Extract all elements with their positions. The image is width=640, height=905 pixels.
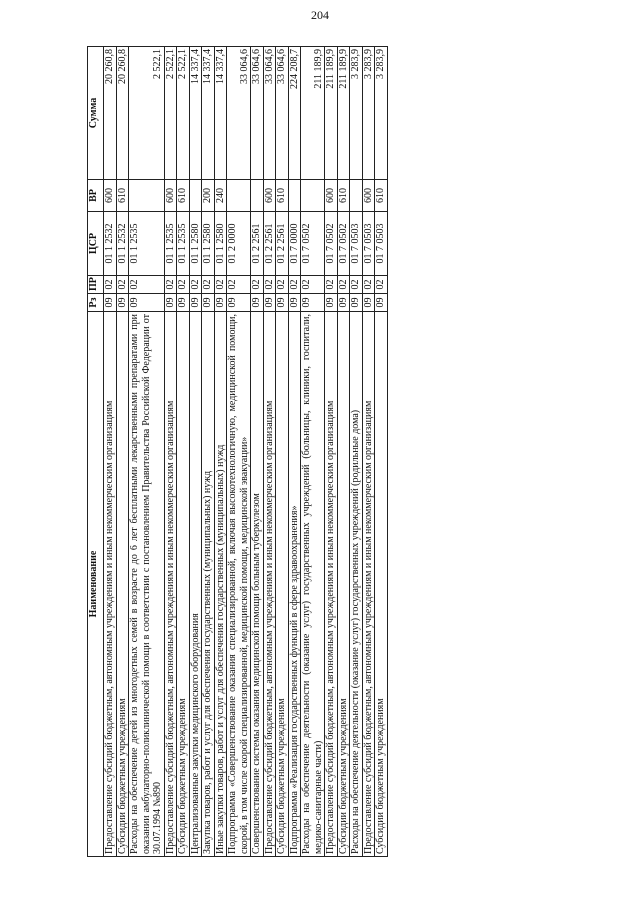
row-name: Предоставление субсидий бюджетным, автономным учреждениям и иным некоммерческим организациям bbox=[104, 312, 117, 857]
row-name: Подпрограмма «Совершенствование оказания специализированной, включая высокотехнологичную, медицинской помощи, скорой, в том числе скорой специализированной, медицинской помощи, медицинской эвакуации» bbox=[227, 312, 251, 857]
row-vr: 600 bbox=[164, 180, 177, 212]
budget-table bbox=[87, 46, 388, 857]
row-vr bbox=[301, 180, 325, 212]
row-csr: 01 1 2580 bbox=[202, 212, 215, 276]
row-pr: 02 bbox=[301, 276, 325, 294]
row-vr: 610 bbox=[337, 180, 350, 212]
row-csr: 01 7 0000 bbox=[288, 212, 301, 276]
row-name: Субсидии бюджетным учреждениям bbox=[276, 312, 289, 857]
row-pr: 02 bbox=[375, 276, 388, 294]
row-sum: 211 189,9 bbox=[325, 47, 338, 180]
row-pr: 02 bbox=[164, 276, 177, 294]
row-rz: 09 bbox=[177, 294, 190, 312]
row-vr: 600 bbox=[263, 180, 276, 212]
row-csr: 01 1 2535 bbox=[164, 212, 177, 276]
row-sum: 33 064,6 bbox=[276, 47, 289, 180]
row-name: Предоставление субсидий бюджетным, автономным учреждениям и иным некоммерческим организациям bbox=[263, 312, 276, 857]
table-row bbox=[214, 47, 227, 857]
row-pr: 02 bbox=[214, 276, 227, 294]
row-name: Совершенствование системы оказания медицинской помощи больным туберкулезом bbox=[251, 312, 264, 857]
row-csr: 01 1 2535 bbox=[177, 212, 190, 276]
row-pr: 02 bbox=[337, 276, 350, 294]
row-sum: 20 260,8 bbox=[104, 47, 117, 180]
row-csr: 01 2 2561 bbox=[251, 212, 264, 276]
row-name: Субсидии бюджетным учреждениям bbox=[337, 312, 350, 857]
row-pr: 02 bbox=[362, 276, 375, 294]
row-name: Расходы на обеспечение деятельности (оказание услуг) государственных учреждений (родильные дома) bbox=[350, 312, 363, 857]
row-rz: 09 bbox=[325, 294, 338, 312]
row-vr bbox=[350, 180, 363, 212]
row-vr: 610 bbox=[276, 180, 289, 212]
row-csr: 01 7 0503 bbox=[375, 212, 388, 276]
table-row bbox=[104, 47, 117, 857]
row-name: Подпрограмма «Реализация государственных функций в сфере здравоохранения» bbox=[288, 312, 301, 857]
budget-table-container bbox=[87, 47, 539, 857]
row-pr: 02 bbox=[116, 276, 129, 294]
table-row bbox=[177, 47, 190, 857]
row-sum: 33 064,6 bbox=[251, 47, 264, 180]
row-vr: 600 bbox=[362, 180, 375, 212]
row-sum: 3 283,9 bbox=[350, 47, 363, 180]
table-row bbox=[251, 47, 264, 857]
row-csr: 01 1 2580 bbox=[214, 212, 227, 276]
row-name: Субсидии бюджетным учреждениям bbox=[375, 312, 388, 857]
row-rz: 09 bbox=[362, 294, 375, 312]
row-rz: 09 bbox=[129, 294, 165, 312]
table-row bbox=[337, 47, 350, 857]
row-name: Иные закупки товаров, работ и услуг для обеспечения государственных (муниципальных) нужд bbox=[214, 312, 227, 857]
table-row bbox=[116, 47, 129, 857]
row-csr: 01 2 2561 bbox=[276, 212, 289, 276]
row-sum: 2 522,1 bbox=[164, 47, 177, 180]
header-rz: Рз bbox=[88, 294, 104, 312]
row-vr bbox=[227, 180, 251, 212]
row-csr: 01 1 2535 bbox=[129, 212, 165, 276]
row-vr: 610 bbox=[177, 180, 190, 212]
row-pr: 02 bbox=[288, 276, 301, 294]
row-sum: 2 522,1 bbox=[177, 47, 190, 180]
row-sum: 2 522,1 bbox=[129, 47, 165, 180]
row-sum: 14 337,4 bbox=[202, 47, 215, 180]
row-sum: 211 189,9 bbox=[337, 47, 350, 180]
row-rz: 09 bbox=[288, 294, 301, 312]
row-rz: 09 bbox=[301, 294, 325, 312]
row-sum: 3 283,9 bbox=[375, 47, 388, 180]
row-vr: 240 bbox=[214, 180, 227, 212]
row-rz: 09 bbox=[263, 294, 276, 312]
row-vr: 600 bbox=[325, 180, 338, 212]
table-row bbox=[129, 47, 165, 857]
row-sum: 211 189,9 bbox=[301, 47, 325, 180]
header-sum: Сумма bbox=[88, 47, 104, 180]
row-name: Предоставление субсидий бюджетным, автономным учреждениям и иным некоммерческим организациям bbox=[325, 312, 338, 857]
table-row bbox=[375, 47, 388, 857]
row-rz: 09 bbox=[189, 294, 202, 312]
table-row bbox=[350, 47, 363, 857]
row-rz: 09 bbox=[350, 294, 363, 312]
row-vr: 610 bbox=[116, 180, 129, 212]
row-sum: 20 260,8 bbox=[116, 47, 129, 180]
row-pr: 02 bbox=[325, 276, 338, 294]
row-rz: 09 bbox=[202, 294, 215, 312]
row-name: Предоставление субсидий бюджетным, автономным учреждениям и иным некоммерческим организациям bbox=[362, 312, 375, 857]
row-pr: 02 bbox=[202, 276, 215, 294]
row-sum: 14 337,4 bbox=[214, 47, 227, 180]
row-vr: 200 bbox=[202, 180, 215, 212]
row-name: Расходы на обеспечение детей из многодетных семей в возрасте до 6 лет бесплатными лекарственными препаратами при оказании амбулаторно-поликлинической помощи в соответствии с постановлением Правительства Российской Федерации от 30.07.1994 №890 bbox=[129, 312, 165, 857]
row-csr: 01 1 2532 bbox=[116, 212, 129, 276]
row-name: Субсидии бюджетным учреждениям bbox=[116, 312, 129, 857]
table-row bbox=[288, 47, 301, 857]
row-rz: 09 bbox=[375, 294, 388, 312]
row-sum: 14 337,4 bbox=[189, 47, 202, 180]
row-rz: 09 bbox=[227, 294, 251, 312]
row-sum: 3 283,9 bbox=[362, 47, 375, 180]
table-row bbox=[325, 47, 338, 857]
row-csr: 01 1 2532 bbox=[104, 212, 117, 276]
row-csr: 01 7 0502 bbox=[325, 212, 338, 276]
row-sum: 33 064,6 bbox=[263, 47, 276, 180]
header-vr: ВР bbox=[88, 180, 104, 212]
table-row bbox=[164, 47, 177, 857]
header-csr: ЦСР bbox=[88, 212, 104, 276]
row-pr: 02 bbox=[251, 276, 264, 294]
row-csr: 01 7 0503 bbox=[362, 212, 375, 276]
row-sum: 33 064,6 bbox=[227, 47, 251, 180]
row-rz: 09 bbox=[116, 294, 129, 312]
row-rz: 09 bbox=[251, 294, 264, 312]
row-name: Централизованные закупки медицинского оборудования bbox=[189, 312, 202, 857]
row-csr: 01 7 0502 bbox=[301, 212, 325, 276]
table-header-row bbox=[88, 47, 104, 857]
row-pr: 02 bbox=[189, 276, 202, 294]
row-csr: 01 2 0000 bbox=[227, 212, 251, 276]
row-pr: 02 bbox=[104, 276, 117, 294]
table-row bbox=[202, 47, 215, 857]
row-name: Закупка товаров, работ и услуг для обеспечения государственных (муниципальных) нужд bbox=[202, 312, 215, 857]
table-row bbox=[301, 47, 325, 857]
row-csr: 01 1 2580 bbox=[189, 212, 202, 276]
header-name: Наименование bbox=[88, 312, 104, 857]
row-vr bbox=[129, 180, 165, 212]
row-pr: 02 bbox=[227, 276, 251, 294]
row-vr: 600 bbox=[104, 180, 117, 212]
row-rz: 09 bbox=[164, 294, 177, 312]
table-row bbox=[276, 47, 289, 857]
row-sum: 224 208,7 bbox=[288, 47, 301, 180]
row-pr: 02 bbox=[177, 276, 190, 294]
table-row bbox=[227, 47, 251, 857]
table-row bbox=[189, 47, 202, 857]
row-pr: 02 bbox=[276, 276, 289, 294]
header-pr: ПР bbox=[88, 276, 104, 294]
table-body bbox=[104, 47, 388, 857]
row-csr: 01 7 0503 bbox=[350, 212, 363, 276]
row-name: Предоставление субсидий бюджетным, автономным учреждениям и иным некоммерческим организациям bbox=[164, 312, 177, 857]
row-csr: 01 2 2561 bbox=[263, 212, 276, 276]
page-number: 204 bbox=[311, 8, 329, 22]
row-pr: 02 bbox=[350, 276, 363, 294]
row-rz: 09 bbox=[104, 294, 117, 312]
table-row bbox=[263, 47, 276, 857]
row-rz: 09 bbox=[337, 294, 350, 312]
row-name: Расходы на обеспечение деятельности (оказание услуг) государственных учреждений (больницы, клиники, госпитали, медико-санитарные части) bbox=[301, 312, 325, 857]
row-csr: 01 7 0502 bbox=[337, 212, 350, 276]
row-pr: 02 bbox=[263, 276, 276, 294]
row-rz: 09 bbox=[214, 294, 227, 312]
row-vr bbox=[189, 180, 202, 212]
row-pr: 02 bbox=[129, 276, 165, 294]
row-name: Субсидии бюджетным учреждениям bbox=[177, 312, 190, 857]
table-row bbox=[362, 47, 375, 857]
row-vr bbox=[288, 180, 301, 212]
row-vr bbox=[251, 180, 264, 212]
row-vr: 610 bbox=[375, 180, 388, 212]
row-rz: 09 bbox=[276, 294, 289, 312]
